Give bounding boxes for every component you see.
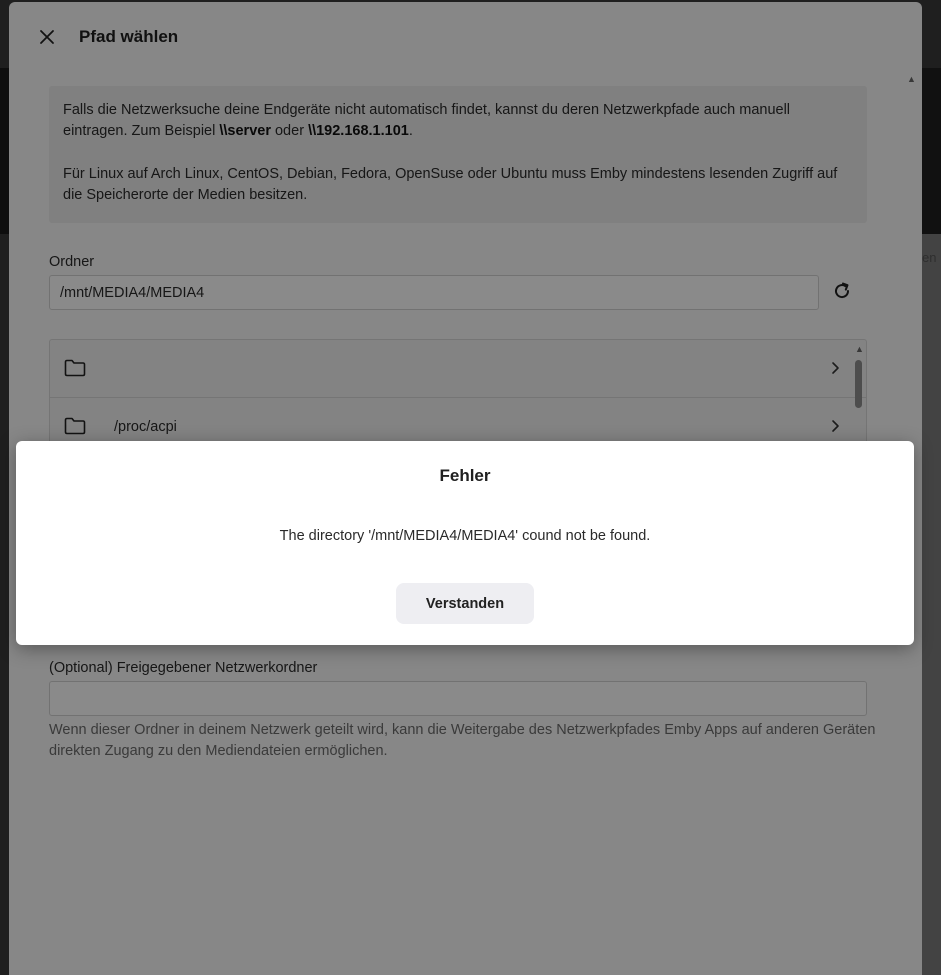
info-paragraph-network: Falls die Netzwerksuche deine Endgeräte nicht automatisch findet, kannst du deren Netzwerkpfade auch manuell eintragen. Zum Beispiel \\server oder \\192.168.1.101. xyxy=(63,102,791,139)
acknowledge-button[interactable]: Verstanden xyxy=(396,583,534,624)
error-message: The directory '/mnt/MEDIA4/MEDIA4' cound not be found. xyxy=(279,528,651,544)
dialog-title: Pfad wählen xyxy=(79,27,179,46)
scroll-up-arrow-icon[interactable]: ▲ xyxy=(907,74,916,84)
scroll-up-arrow-icon[interactable]: ▲ xyxy=(855,344,864,354)
background-app-text: en xyxy=(922,250,937,265)
example-path-ip: \\192.168.1.101 xyxy=(308,123,409,139)
directory-name: /proc/acpi xyxy=(114,418,177,435)
info-paragraph-linux: Für Linux auf Arch Linux, CentOS, Debian, Fedora, OpenSuse oder Ubuntu muss Emby mindestens lesenden Zugriff auf die Speicherorte der Medien besitzen. xyxy=(63,166,838,203)
network-share-label: (Optional) Freigegebener Netzwerkordner xyxy=(49,660,318,676)
network-share-help-text: Wenn dieser Ordner in deinem Netzwerk geteilt wird, kann die Weitergabe des Netzwerkpfades Emby Apps auf anderen Geräten direkten Zugang zu den Mediendateien ermöglichen. xyxy=(49,722,876,759)
error-dialog xyxy=(16,441,914,645)
folder-label: Ordner xyxy=(49,254,95,270)
error-title: Fehler xyxy=(439,466,491,485)
example-path-server: \\server xyxy=(219,123,271,139)
